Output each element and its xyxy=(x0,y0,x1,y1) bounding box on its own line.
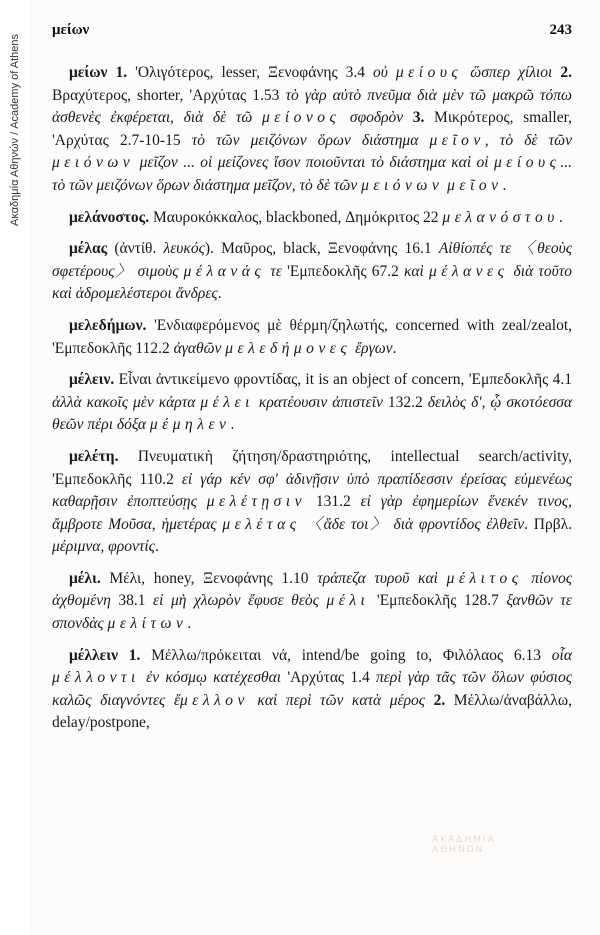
dictionary-entry xyxy=(52,369,572,437)
sense-number: 1. xyxy=(128,646,141,664)
spaced-quotation: μέμηλεν xyxy=(149,416,231,434)
greek-quotation: ξανθῶν τε σπονδὰς xyxy=(52,592,573,633)
entry-text: . Πρβλ. xyxy=(524,515,572,533)
greek-quotation: οὐ xyxy=(372,64,396,81)
spaced-quotation: μελλον xyxy=(179,691,249,709)
entry-text: 38.1 xyxy=(118,592,153,610)
entry-text: 'Εμπεδοκλῆς 128.7 xyxy=(369,592,507,610)
entry-text: . xyxy=(392,339,397,357)
spaced-quotation: μελέτῃσιν xyxy=(206,493,307,511)
sense-number: 2. xyxy=(560,64,572,81)
entry-text: Μέλι, honey, Ξενοφάνης 1.10 xyxy=(100,569,318,587)
greek-quotation: περὶ γὰρ τᾶς τῶν ὅλων φύσιος καλῶς διαγνόντες ἔ xyxy=(52,669,572,709)
greek-quotation: τὸ γὰρ αὐτὸ πνεῦμα διὰ μὲν τῶ μακρῶ τόπω ἀσθενὲς ἐκφέρεται, διὰ δὲ τῶ xyxy=(52,86,573,127)
dictionary-entry xyxy=(52,62,572,198)
dictionary-entry xyxy=(52,645,572,735)
entry-headword: μελάνοστος. xyxy=(69,208,150,226)
entry-text: . xyxy=(154,538,159,556)
entry-text: Εἶναι ἀντικείμενο φροντίδας, it is an object of concern, 'Εμπεδοκλῆς 4.1 xyxy=(114,371,572,389)
dictionary-entry xyxy=(52,315,572,360)
spaced-quotation: μεῖον xyxy=(447,176,503,194)
entry-text: (ἀντίθ. xyxy=(107,240,164,258)
greek-quotation: κρατέουσιν ἀπιστεῖν xyxy=(253,393,388,411)
greek-quotation: ὥσπερ χίλιοι xyxy=(462,64,561,81)
greek-quotation: εἰ μὴ χλωρὸν ἔφυσε θεὸς xyxy=(153,592,327,610)
spaced-quotation: μέλανάς xyxy=(183,262,266,280)
greek-quotation: 〈ἅδε τοι〉 διὰ φροντίδος ἐλθεῖν xyxy=(300,515,525,533)
greek-quotation: ἀλλὰ κακοῖς μὲν κάρτα xyxy=(52,393,201,411)
entry-text: 131.2 xyxy=(306,493,361,511)
side-label xyxy=(2,0,28,260)
entry-text: Μέλλω/ἀναβάλλω, delay/postpone, xyxy=(52,691,573,732)
spaced-quotation: μεῖον xyxy=(429,131,485,149)
entry-text: 'Εμπεδοκλῆς 67.2 xyxy=(287,262,404,280)
entry-headword: μελεδήμων. xyxy=(69,316,147,334)
greek-quotation: μεῖζον ... οἱ μείζονες ἴσον ποιοῦνται τὸ διάστημα καὶ οἱ xyxy=(134,154,495,172)
greek-quotation: καὶ περὶ τῶν κατὰ μέρος xyxy=(248,691,434,709)
entry-headword: μέλειν. xyxy=(69,371,115,389)
greek-quotation: καὶ xyxy=(403,262,429,280)
entry-text: 'Αρχύτας 1.4 xyxy=(287,669,376,687)
page-header xyxy=(52,22,572,42)
spaced-quotation: μελίτων xyxy=(107,615,188,633)
spaced-quotation: μέλανες xyxy=(428,262,509,280)
entry-text xyxy=(118,647,129,664)
greek-quotation: πίονος ἀχθομένη xyxy=(52,569,572,610)
spaced-quotation: μειόνων xyxy=(361,176,444,194)
sense-number: 1. xyxy=(115,64,128,81)
entry-text: Πνευματικὴ ζήτηση/δραστηριότης, intellectual search/activity, 'Εμπεδοκλῆς 110.2 xyxy=(52,447,572,488)
entry-text: Βραχύτερος, shorter, 'Αρχύτας 1.53 xyxy=(52,86,286,104)
entry-headword: μέλλειν xyxy=(69,646,118,664)
greek-quotation: ἔργων xyxy=(351,339,393,357)
spaced-quotation: μείονος xyxy=(261,109,341,127)
spaced-quotation: μελανόστου xyxy=(442,208,559,226)
dictionary-entry xyxy=(52,207,572,230)
running-headword: μείων xyxy=(52,22,90,38)
greek-quotation: διὰ τοῦτο καὶ ἁδρομελέστεροι ἄνδρες xyxy=(52,262,573,303)
entry-text: 'Ολιγότερος, lesser, Ξενοφάνης 3.4 xyxy=(127,64,373,81)
spaced-quotation: μελεδήμονες xyxy=(225,339,352,357)
entry-headword: μείων xyxy=(69,64,108,81)
entry-text: . xyxy=(230,416,235,434)
sense-number: 3. xyxy=(412,109,425,127)
greek-quotation: μέριμνα, φροντίς xyxy=(52,538,155,556)
entry-text: . xyxy=(187,615,192,633)
side-label-text: Ακαδημία Αθηνών / Academy of Athens xyxy=(9,33,22,227)
greek-quotation: εἰ γάρ κέν σφ' ἀδινῇσιν ὑπὸ πραπίδεσσιν ἐρείσας εὐμενέως καθαρῇσιν ἐποπτεύσῃς xyxy=(52,470,573,511)
greek-quotation: σφοδρὸν xyxy=(340,109,413,127)
spaced-quotation: μέλιτος xyxy=(446,569,523,587)
greek-quotation: οἷα xyxy=(551,646,572,664)
entry-text: 'Ενδιαφερόμενος μὲ θέρμη/ζηλωτής, concerned with zeal/zealot, 'Εμπεδοκλῆς 112.2 xyxy=(52,316,572,357)
spaced-quotation: μείους xyxy=(395,64,463,81)
entry-text: . xyxy=(217,285,222,303)
entry-text: Μέλλω/πρόκειται νά, intend/be going to, Φιλόλαος 6.13 xyxy=(140,646,552,664)
spaced-quotation: μείους xyxy=(494,154,561,172)
sense-number: 2. xyxy=(433,691,446,709)
entry-headword: μέλας xyxy=(69,240,108,258)
entry-text: ). Μαῦρος, black, Ξενοφάνης 16.1 xyxy=(204,240,439,258)
watermark-logo: ΑΚΑΔΗΜΙΑ ΑΘΗΝΩΝ xyxy=(432,835,496,855)
greek-quotation: , τὸ δὲ τῶν xyxy=(484,131,572,149)
entry-text: . xyxy=(558,208,563,226)
entry-text: Μικρότερος, smaller, 'Αρχύτας 2.7-10-15 xyxy=(52,109,573,149)
dictionary-entry xyxy=(52,238,572,306)
spaced-quotation: μελέτας xyxy=(222,515,301,533)
entry-text xyxy=(107,64,115,81)
greek-quotation: ... τὸ τῶν μειζόνων ὅρων διάστημα μεῖζον, τὸ δὲ τῶν xyxy=(52,154,572,194)
dictionary-entry xyxy=(52,568,572,636)
greek-quotation: ἀγαθῶν xyxy=(173,339,226,357)
greek-quotation: τε xyxy=(265,262,288,280)
greek-quotation: Αἰθίοπές τε 〈θεοὺς σφετέρους〉 σιμοὺς xyxy=(52,240,572,280)
entry-text: 132.2 xyxy=(387,393,428,411)
entry-headword: μελέτη. xyxy=(69,447,119,465)
greek-quotation: τὸ τῶν μειζόνων ὅρων διάστημα xyxy=(191,131,430,149)
greek-quotation: εἰ γὰρ ἐφημερίων ἕνεκέν τινος, ἄμβροτε Μοῦσα, ἡμετέρας xyxy=(52,493,572,533)
entry-text: . xyxy=(502,176,507,194)
greek-quotation: δειλὸς δ', ᾧ σκοτόεσσα θεῶν πέρι δόξα xyxy=(52,393,573,434)
spaced-quotation: μειόνων xyxy=(52,154,135,172)
spaced-quotation: μέλει xyxy=(200,393,254,411)
entry-headword: μέλι. xyxy=(69,569,101,587)
dictionary-entry xyxy=(52,446,572,559)
spaced-quotation: μέλλοντι xyxy=(52,669,140,687)
dictionary-entries xyxy=(52,62,572,744)
greek-quotation: τράπεζα τυροῦ καὶ xyxy=(317,569,447,587)
page-number: 243 xyxy=(549,22,572,38)
spaced-quotation: μέλι xyxy=(326,592,370,610)
entry-text: Μαυροκόκκαλος, blackboned, Δημόκριτος 22 xyxy=(149,208,443,226)
greek-quotation: ἐν κόσμῳ κατέχεσθαι xyxy=(139,669,288,687)
greek-quotation: λευκός xyxy=(163,240,205,258)
